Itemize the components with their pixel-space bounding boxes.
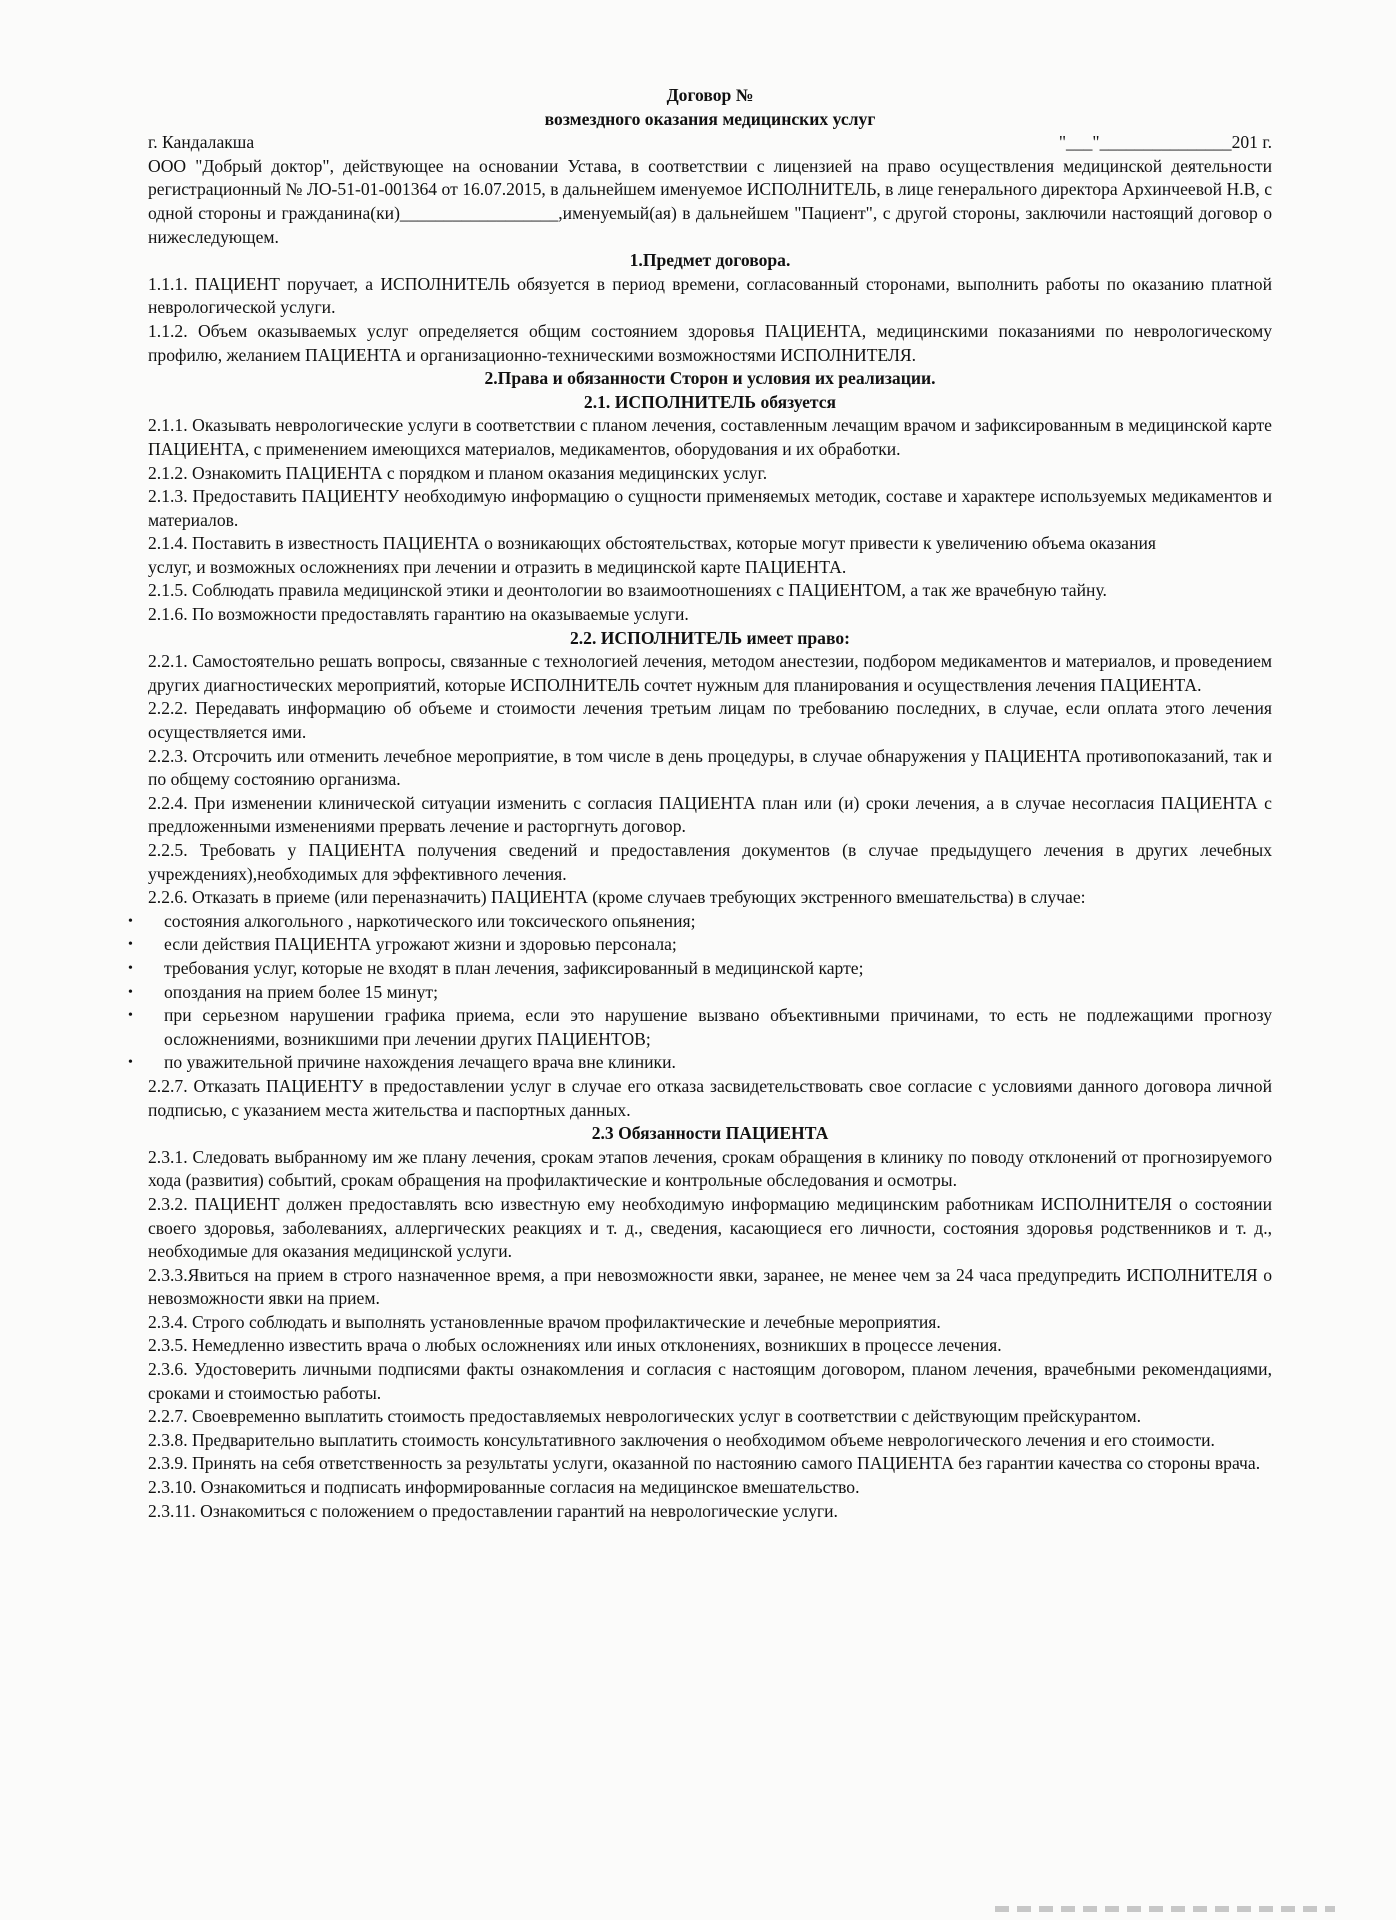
section-2-3-heading: 2.3 Обязанности ПАЦИЕНТА <box>591 1123 829 1144</box>
section-1-heading: 1.Предмет договора. <box>629 250 791 271</box>
clause: 2.3.3.Явиться на прием в строго назначенное время, а при невозможности явки, заранее, не менее чем за 24 часа предупредить ИСПОЛНИТЕЛЯ о невозможности явки на прием. <box>148 1264 1272 1309</box>
clause: 2.3.11. Ознакомиться с положением о предоставлении гарантий на неврологические услуги. <box>148 1500 838 1521</box>
clause: 2.1.3. Предоставить ПАЦИЕНТУ необходимую информацию о сущности применяемых методик, составе и характере используемых медикаментов и материалов. <box>148 486 1272 530</box>
bullet-icon: • <box>128 1055 133 1071</box>
contract-subtitle: возмездного оказания медицинских услуг <box>544 108 876 129</box>
section-2-1-heading: 2.1. ИСПОЛНИТЕЛЬ обязуется <box>583 391 837 412</box>
scan-artifact <box>995 1906 1335 1912</box>
bullet-icon: • <box>128 960 133 976</box>
bullet-icon: • <box>128 984 133 1000</box>
clause: 2.2.2. Передавать информацию об объеме и стоимости лечения третьим лицам по требованию последних, в случае, если оплата этого лечения осуществляется ими. <box>148 698 1272 743</box>
clause: 2.2.4. При изменении клинической ситуации изменить с согласия ПАЦИЕНТА план или (и) сроки лечения, а в случае несогласия ПАЦИЕНТА с предложенными изменениями прервать лечение и расторгнуть договор. <box>148 792 1272 837</box>
clause: услуг, и возможных осложнениях при лечении и отразить в медицинской карте ПАЦИЕНТА. <box>148 556 847 577</box>
clause: 2.2.7. Своевременно выплатить стоимость предоставляемых неврологических услуг в соответствии с действующим прейскурантом. <box>148 1406 1141 1427</box>
clause: 2.2.7. Отказать ПАЦИЕНТУ в предоставлении услуг в случае его отказа засвидетельствовать свое согласие с условиями данного договора личной подписью, с указанием места жительства и паспортных данных. <box>148 1075 1272 1120</box>
list-item: • при серьезном нарушении графика приема, если это нарушение вызвано объективными причинами, то есть не подлежащими прогнозу осложнениями, возникшими при лечении других ПАЦИЕНТОВ; <box>128 1005 1272 1049</box>
clause: 2.1.6. По возможности предоставлять гарантию на оказываемые услуги. <box>148 604 689 625</box>
clause: 2.2.1. Самостоятельно решать вопросы, связанные с технологией лечения, методом анестезии, подбором медикаментов и материалов, и проведением других диагностических мероприятий, которые ИСПОЛНИТЕЛЬ сочтет нужным для планирования и осуществления лечения ПАЦИЕНТА. <box>148 651 1272 695</box>
clause: 2.3.9. Принять на себя ответственность за результаты услуги, оказанной по настоянию самого ПАЦИЕНТА без гарантии качества со стороны врача. <box>148 1453 1261 1474</box>
bullet-icon: • <box>128 937 133 953</box>
clause: 2.2.5. Требовать у ПАЦИЕНТА получения сведений и предоставления документов (в случае предыдущего лечения в других лечебных учреждениях),необходимых для эффективного лечения. <box>148 840 1272 884</box>
list-item: • если действия ПАЦИЕНТА угрожают жизни и здоровью персонала; <box>148 933 1272 957</box>
clause: 2.2.3. Отсрочить или отменить лечебное мероприятие, в том числе в день процедуры, в случае обнаружения у ПАЦИЕНТА противопоказаний, так и по общему состоянию организма. <box>148 745 1272 790</box>
list-item: • по уважительной причине нахождения лечащего врача вне клиники. <box>148 1051 1272 1075</box>
preamble: ООО "Добрый доктор", действующее на основании Устава, в соответствии с лицензией на право осуществления медицинской деятельности регистрационный № ЛО-51-01-001364 от 16.07.2015, в дальнейшем именуемое ИСПОЛНИТЕЛЬ, в лице генерального директора Архинчеевой Н.В, с одной стороны и гражданина(ки)__________________,именуемый(ая) в дальнейшем "Пациент", с другой стороны, заключили настоящий договор о нижеследующем. <box>148 155 1272 247</box>
contract-body <box>128 84 1272 1523</box>
city-date-row <box>148 131 1272 155</box>
list-item: • опоздания на прием более 15 минут; <box>148 981 1272 1005</box>
contract-title: Договор № <box>666 85 754 105</box>
clause: 2.3.6. Удостоверить личными подписями факты ознакомления и согласия с настоящим договором, планом лечения, врачебными рекомендациями, сроками и стоимостью работы. <box>148 1359 1272 1403</box>
section-2-heading: 2.Права и обязанности Сторон и условия их реализации. <box>484 368 936 389</box>
clause: 2.3.2. ПАЦИЕНТ должен предоставлять всю известную ему необходимую информацию медицинским работникам ИСПОЛНИТЕЛЯ о состоянии своего здоровья, заболеваниях, аллергических реакциях и т. д., сведения, касающиеся его личности, состояния здоровья родственников и т. д., необходимые для оказания медицинской услуги. <box>148 1193 1272 1262</box>
clause: 1.1.1. ПАЦИЕНТ поручает, а ИСПОЛНИТЕЛЬ обязуется в период времени, согласованный сторонами, выполнить работы по оказанию платной неврологической услуги. <box>148 273 1272 318</box>
list-item: • требования услуг, которые не входят в план лечения, зафиксированный в медицинской карте; <box>148 957 1272 981</box>
clause: 2.1.1. Оказывать неврологические услуги в соответствии с планом лечения, составленным лечащим врачом и зафиксированным в медицинской карте ПАЦИЕНТА, с применением имеющихся материалов, медикаментов, оборудования и их обработки. <box>148 415 1272 459</box>
city: г. Кандалакша <box>148 132 255 153</box>
refusal-reasons-list <box>128 910 1272 1075</box>
clause: 2.2.6. Отказать в приеме (или переназначить) ПАЦИЕНТА (кроме случаев требующих экстренного вмешательства) в случае: <box>148 887 1086 908</box>
clause: 1.1.2. Объем оказываемых услуг определяется общим состоянием здоровья ПАЦИЕНТА, медицинскими показаниями по неврологическому профилю, желанием ПАЦИЕНТА и организационно-техническими возможностями ИСПОЛНИТЕЛЯ. <box>148 320 1272 365</box>
bullet-icon: • <box>128 913 133 929</box>
clause: 2.1.2. Ознакомить ПАЦИЕНТА с порядком и планом оказания медицинских услуг. <box>148 462 768 483</box>
list-item: • состояния алкогольного , наркотического или токсического опьянения; <box>148 910 1272 934</box>
bullet-icon: • <box>128 1008 133 1024</box>
clause: 2.3.10. Ознакомиться и подписать информированные согласия на медицинское вмешательство. <box>148 1477 860 1498</box>
clause: 2.1.5. Соблюдать правила медицинской этики и деонтологии во взаимоотношениях с ПАЦИЕНТОМ, а так же врачебную тайну. <box>148 580 1107 601</box>
clause: 2.1.4. Поставить в известность ПАЦИЕНТА о возникающих обстоятельствах, которые могут привести к увеличению объема оказания <box>148 533 1157 554</box>
clause: 2.3.1. Следовать выбранному им же плану лечения, срокам этапов лечения, срокам обращения в клинику по поводу отклонений от прогнозируемого хода (развития) событий, срокам обращения на профилактические и контрольные обследования и осмотры. <box>148 1146 1272 1191</box>
clause: 2.3.5. Немедленно известить врача о любых осложнениях или иных отклонениях, возникших в процессе лечения. <box>148 1335 1002 1356</box>
section-2-2-heading: 2.2. ИСПОЛНИТЕЛЬ имеет право: <box>569 627 851 648</box>
clause: 2.3.8. Предварительно выплатить стоимость консультативного заключения о необходимом объеме неврологического лечения и его стоимости. <box>148 1429 1215 1450</box>
date-line: "___"_______________201 г. <box>1058 132 1272 153</box>
clause: 2.3.4. Строго соблюдать и выполнять установленные врачом профилактические и лечебные мероприятия. <box>148 1311 941 1332</box>
